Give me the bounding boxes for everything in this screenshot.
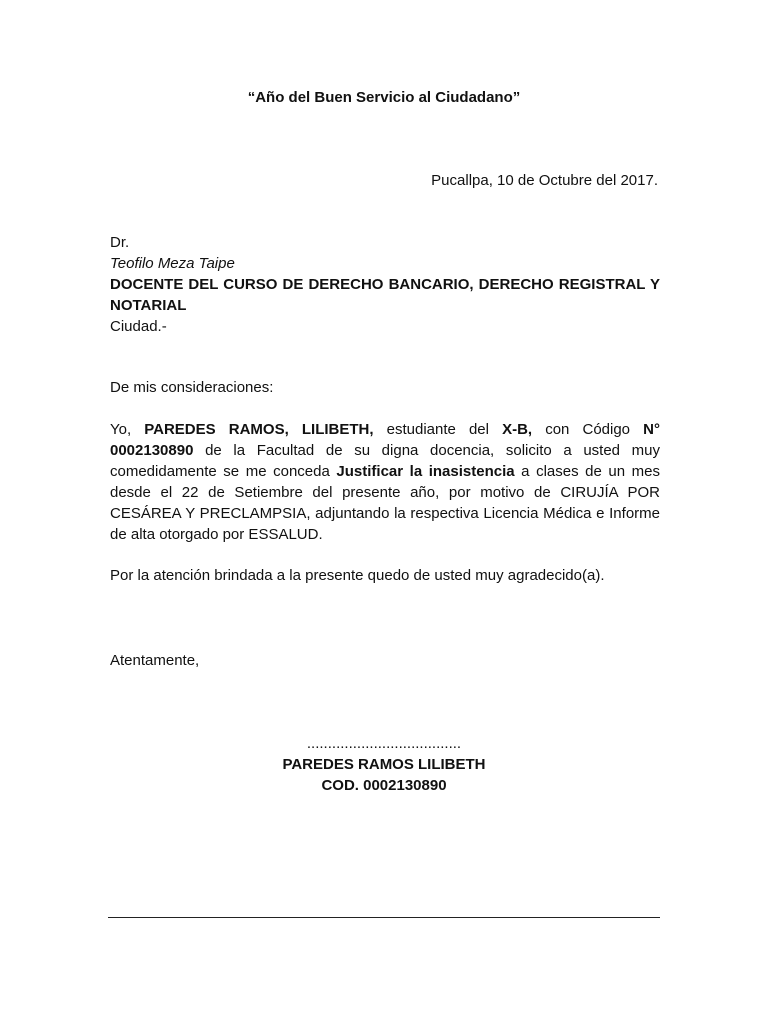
body-request: Justificar la inasistencia bbox=[336, 463, 515, 480]
body-text-5: a clases de un mes desde el 22 de Setiembre del presente año, por motivo de CIRUJÍA POR CESÁREA Y PRECLAMPSIA, adjuntando la respectiva Licencia Médica e Informe de alta otorgado por ESSALUD. bbox=[110, 463, 661, 543]
body-text-3: con Código bbox=[532, 421, 644, 438]
addressee-role: DOCENTE DEL CURSO DE DERECHO BANCARIO, DERECHO REGISTRAL Y NOTARIAL bbox=[110, 276, 660, 314]
addressee-name: Teofilo Meza Taipe bbox=[110, 255, 235, 272]
letter-closing: Atentamente, bbox=[110, 652, 200, 669]
signature-line: ..................................... bbox=[306, 735, 462, 752]
body-student-name: PAREDES RAMOS, LILIBETH, bbox=[144, 421, 374, 438]
addressee-city: Ciudad.- bbox=[110, 318, 167, 335]
body-code: N° 0002130890 bbox=[110, 421, 660, 459]
letter-greeting: De mis consideraciones: bbox=[110, 379, 274, 396]
letter-thanks: Por la atención brindada a la presente quedo de usted muy agradecido(a). bbox=[110, 567, 605, 584]
addressee-title: Dr. bbox=[110, 234, 130, 251]
letter-motto: “Año del Buen Servicio al Ciudadano” bbox=[247, 89, 521, 106]
signature-name: PAREDES RAMOS LILIBETH bbox=[282, 756, 486, 773]
body-text-4: de la Facultad de su digna docencia, solicito a usted muy comedidamente se me conceda bbox=[110, 442, 660, 480]
letter-body bbox=[110, 419, 660, 545]
letter-date: Pucallpa, 10 de Octubre del 2017. bbox=[431, 172, 658, 189]
addressee-block bbox=[110, 232, 660, 337]
body-section: X-B, bbox=[502, 421, 533, 438]
signature-code: COD. 0002130890 bbox=[321, 777, 447, 794]
footer-divider bbox=[108, 917, 660, 918]
body-text-1: Yo, bbox=[110, 421, 145, 438]
signature-block bbox=[0, 733, 768, 796]
body-text-2: estudiante del bbox=[373, 421, 503, 438]
